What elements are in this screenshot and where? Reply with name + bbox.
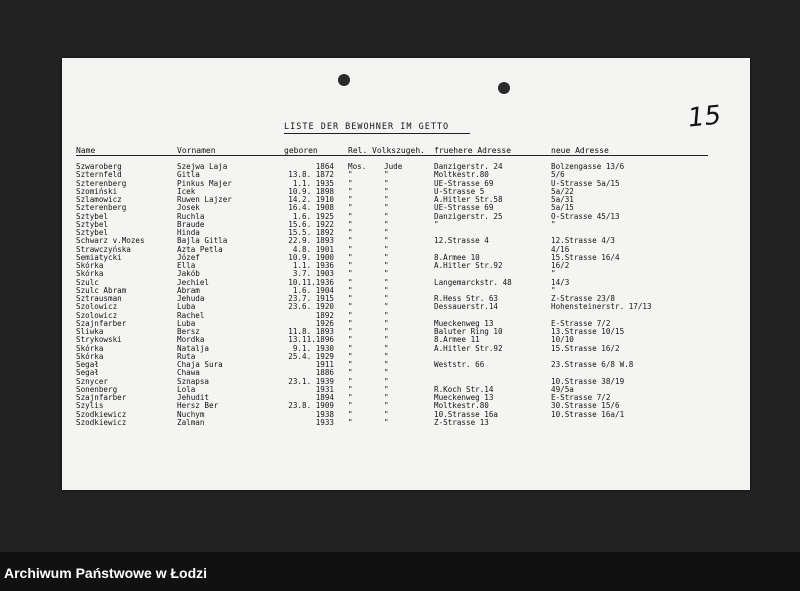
resident-first-names: Luba: [177, 302, 196, 312]
document-title: LISTE DER BEWOHNER IM GETTO: [284, 122, 450, 132]
resident-birth-date: 1894: [315, 393, 334, 402]
resident-new-address: ": [551, 219, 556, 229]
resident-new-address: 10.Strasse 16a/1: [551, 409, 625, 419]
resident-new-address: ": [551, 285, 556, 295]
resident-previous-address: Langemarckstr. 48: [434, 277, 512, 287]
resident-birth-date: 15.5. 1892: [288, 228, 334, 237]
table-row: [62, 180, 750, 188]
resident-birth-date: 11.8. 1893: [288, 327, 334, 336]
table-row: [62, 246, 750, 254]
table-row: [62, 188, 750, 196]
resident-nationality: ": [384, 219, 389, 229]
resident-surname: Sztybel: [76, 219, 109, 229]
resident-first-names: Ella: [177, 261, 196, 270]
resident-new-address: 5a/22: [551, 186, 574, 196]
resident-surname: Szlamowicz: [76, 195, 122, 204]
resident-birth-date: 13.11.1896: [288, 335, 334, 345]
resident-birth-date: 9.1. 1930: [292, 343, 334, 353]
resident-previous-address: Weststr. 66: [434, 360, 485, 369]
resident-previous-address: A.Hitler Str.58: [434, 195, 503, 204]
resident-previous-address: Moltkestr.80: [434, 401, 489, 411]
table-row: [62, 419, 750, 427]
table-row: [62, 287, 750, 295]
header-rule: [76, 155, 708, 156]
resident-nationality: ": [384, 393, 389, 402]
resident-first-names: Bajla Gitla: [177, 236, 228, 246]
resident-nationality: ": [384, 203, 389, 213]
resident-birth-date: 1.6. 1904: [292, 285, 334, 295]
resident-religion: ": [348, 376, 353, 386]
resident-religion: ": [348, 294, 353, 303]
table-row: [62, 196, 750, 204]
resident-nationality: ": [384, 360, 389, 369]
resident-religion: ": [348, 343, 353, 353]
resident-previous-address: 8.Armee 11: [434, 335, 480, 345]
resident-surname: Sztybel: [76, 211, 109, 221]
table-row: [62, 204, 750, 212]
resident-previous-address: Dessauerstr.14: [434, 302, 499, 312]
resident-first-names: Mordka: [177, 335, 205, 345]
table-row: [62, 254, 750, 262]
resident-first-names: Ruta: [177, 351, 196, 361]
resident-surname: Semiatycki: [76, 252, 122, 262]
resident-new-address: 5/6: [551, 170, 565, 180]
resident-surname: Szulc Abram: [76, 285, 127, 295]
resident-surname: Sztybel: [76, 228, 109, 237]
resident-religion: ": [348, 211, 353, 221]
resident-new-address: E-Strasse 7/2: [551, 318, 611, 328]
resident-nationality: ": [384, 343, 389, 353]
resident-surname: Skórka: [76, 269, 104, 279]
resident-birth-date: 23.8. 1909: [288, 401, 334, 411]
table-row: [62, 279, 750, 287]
resident-surname: Strawczyńska: [76, 244, 131, 254]
resident-new-address: 15.Strasse 16/2: [551, 343, 620, 353]
resident-surname: Segał: [76, 360, 99, 369]
table-row: [62, 411, 750, 419]
resident-first-names: Ruchla: [177, 211, 205, 221]
resident-nationality: ": [384, 376, 389, 386]
resident-surname: Sliwka: [76, 327, 104, 336]
header-born: geboren: [284, 146, 318, 155]
resident-first-names: Rachel: [177, 310, 205, 320]
resident-nationality: ": [384, 310, 389, 320]
resident-surname: Szwaroberg: [76, 162, 122, 171]
resident-previous-address: R.Koch Str.14: [434, 384, 494, 394]
resident-nationality: ": [384, 261, 389, 270]
resident-previous-address: Danzigerstr. 24: [434, 162, 503, 171]
resident-first-names: Nuchym: [177, 409, 205, 419]
resident-previous-address: Moltkestr.80: [434, 170, 489, 180]
resident-previous-address: Danzigerstr. 25: [434, 211, 503, 221]
resident-surname: Szomiński: [76, 186, 118, 196]
resident-nationality: Jude: [384, 162, 403, 171]
resident-religion: ": [348, 327, 353, 336]
resident-birth-date: 3.7. 1903: [292, 269, 334, 279]
resident-religion: ": [348, 186, 353, 196]
resident-religion: ": [348, 236, 353, 246]
resident-nationality: ": [384, 228, 389, 237]
resident-birth-date: 25.4. 1929: [288, 351, 334, 361]
resident-nationality: ": [384, 335, 389, 345]
resident-surname: Segał: [76, 368, 99, 378]
resident-first-names: Josek: [177, 203, 200, 213]
resident-new-address: 12.Strasse 4/3: [551, 236, 616, 246]
table-row: [62, 320, 750, 328]
resident-new-address: 16/2: [551, 261, 570, 270]
resident-nationality: ": [384, 244, 389, 254]
resident-first-names: Ruwen Lajzer: [177, 195, 232, 204]
resident-nationality: ": [384, 285, 389, 295]
resident-birth-date: 1931: [315, 384, 334, 394]
resident-new-address: O-Strasse 45/13: [551, 211, 620, 221]
resident-nationality: ": [384, 294, 389, 303]
resident-first-names: Jakób: [177, 269, 200, 279]
table-row: [62, 270, 750, 278]
resident-previous-address: UE-Strasse 69: [434, 178, 494, 188]
resident-religion: ": [348, 195, 353, 204]
resident-birth-date: 1886: [315, 368, 334, 378]
resident-religion: ": [348, 228, 353, 237]
resident-first-names: Hersz Ber: [177, 401, 219, 411]
resident-first-names: Abram: [177, 285, 200, 295]
resident-surname: Szylis: [76, 401, 104, 411]
header-first-names: Vornamen: [177, 146, 216, 155]
table-row: [62, 237, 750, 245]
resident-previous-address: Z-Strasse 13: [434, 417, 489, 427]
table-row: [62, 361, 750, 369]
resident-first-names: Chaja Sura: [177, 360, 223, 369]
resident-first-names: Chawa: [177, 368, 200, 378]
resident-religion: ": [348, 252, 353, 262]
table-row: [62, 262, 750, 270]
resident-previous-address: 12.Strasse 4: [434, 236, 489, 246]
resident-new-address: E-Strasse 7/2: [551, 393, 611, 402]
resident-previous-address: R.Hess Str. 63: [434, 294, 499, 303]
resident-previous-address: 10.Strasse 16a: [434, 409, 499, 419]
resident-first-names: Azta Petla: [177, 244, 223, 254]
resident-new-address: 5a/31: [551, 195, 574, 204]
resident-birth-date: 1933: [315, 417, 334, 427]
resident-nationality: ": [384, 170, 389, 180]
resident-birth-date: 1.6. 1925: [292, 211, 334, 221]
resident-previous-address: A.Hitler Str.92: [434, 343, 503, 353]
resident-first-names: Szejwa Laja: [177, 162, 228, 171]
resident-new-address: 10/10: [551, 335, 574, 345]
resident-surname: Szternfeld: [76, 170, 122, 180]
resident-religion: ": [348, 269, 353, 279]
resident-first-names: Bersz: [177, 327, 200, 336]
resident-surname: Skórka: [76, 351, 104, 361]
resident-religion: ": [348, 409, 353, 419]
resident-first-names: Gitla: [177, 170, 200, 180]
resident-nationality: ": [384, 417, 389, 427]
resident-birth-date: 23.6. 1920: [288, 302, 334, 312]
resident-first-names: Braude: [177, 219, 205, 229]
resident-religion: ": [348, 318, 353, 328]
resident-surname: Szterenberg: [76, 203, 127, 213]
resident-religion: ": [348, 368, 353, 378]
resident-birth-date: 14.2. 1910: [288, 195, 334, 204]
resident-birth-date: 10.11.1936: [288, 277, 334, 287]
resident-surname: Szterenberg: [76, 178, 127, 188]
punch-hole: [498, 82, 510, 94]
resident-nationality: ": [384, 236, 389, 246]
resident-previous-address: 8.Armee 10: [434, 252, 480, 262]
resident-religion: ": [348, 203, 353, 213]
table-row: [62, 163, 750, 171]
resident-previous-address: U-Strasse 5: [434, 186, 485, 196]
table-row: [62, 303, 750, 311]
table-row: [62, 394, 750, 402]
resident-previous-address: Baluter Ring 10: [434, 327, 503, 336]
resident-first-names: Jechiel: [177, 277, 210, 287]
table-row: [62, 229, 750, 237]
header-new-address: neue Adresse: [551, 146, 609, 155]
resident-nationality: ": [384, 269, 389, 279]
resident-religion: ": [348, 335, 353, 345]
resident-religion: ": [348, 285, 353, 295]
resident-religion: ": [348, 393, 353, 402]
resident-surname: Sonenberg: [76, 384, 118, 394]
resident-new-address: Bolzengasse 13/6: [551, 162, 625, 171]
table-row: [62, 402, 750, 410]
resident-first-names: Lola: [177, 384, 196, 394]
resident-nationality: ": [384, 351, 389, 361]
table-row: [62, 171, 750, 179]
table-row: [62, 353, 750, 361]
resident-surname: Szolowicz: [76, 310, 118, 320]
resident-religion: ": [348, 401, 353, 411]
header-nationality: Volkszugeh.: [372, 146, 425, 155]
punch-hole: [338, 74, 350, 86]
resident-nationality: ": [384, 195, 389, 204]
archive-footer: [0, 552, 800, 591]
resident-birth-date: 10.9. 1898: [288, 186, 334, 196]
table-row: [62, 369, 750, 377]
resident-religion: ": [348, 417, 353, 427]
resident-previous-address: UE-Strasse 69: [434, 203, 494, 213]
resident-previous-address: Mueckenweg 13: [434, 318, 494, 328]
resident-nationality: ": [384, 318, 389, 328]
resident-nationality: ": [384, 211, 389, 221]
resident-surname: Szodkiewicz: [76, 409, 127, 419]
table-row: [62, 328, 750, 336]
resident-first-names: Icek: [177, 186, 196, 196]
resident-religion: ": [348, 219, 353, 229]
resident-surname: Szajnfarber: [76, 318, 127, 328]
resident-first-names: Hinda: [177, 228, 200, 237]
resident-religion: ": [348, 384, 353, 394]
resident-new-address: 30.Strasse 15/6: [551, 401, 620, 411]
table-row: [62, 386, 750, 394]
resident-previous-address: A.Hitler Str.92: [434, 261, 503, 270]
resident-first-names: Józef: [177, 252, 200, 262]
resident-first-names: Jehuda: [177, 294, 205, 303]
resident-surname: Szajnfarber: [76, 393, 127, 402]
resident-religion: ": [348, 277, 353, 287]
resident-surname: Sztrausman: [76, 294, 122, 303]
resident-first-names: Luba: [177, 318, 196, 328]
resident-nationality: ": [384, 409, 389, 419]
resident-birth-date: 23.7. 1915: [288, 294, 334, 303]
resident-first-names: Natalja: [177, 343, 210, 353]
resident-birth-date: 15.6. 1922: [288, 219, 334, 229]
resident-birth-date: 1892: [315, 310, 334, 320]
title-underline: [284, 133, 470, 134]
resident-surname: Skórka: [76, 261, 104, 270]
resident-new-address: 10.Strasse 38/19: [551, 376, 625, 386]
table-row: [62, 345, 750, 353]
table-row: [62, 336, 750, 344]
resident-birth-date: 1911: [315, 360, 334, 369]
resident-nationality: ": [384, 368, 389, 378]
resident-new-address: 13.Strasse 10/15: [551, 327, 625, 336]
resident-religion: ": [348, 178, 353, 188]
resident-religion: ": [348, 360, 353, 369]
table-row: [62, 221, 750, 229]
resident-previous-address: ": [434, 219, 439, 229]
resident-surname: Skórka: [76, 343, 104, 353]
resident-first-names: Zalman: [177, 417, 205, 427]
resident-first-names: Pinkus Majer: [177, 178, 232, 188]
resident-surname: Strykowski: [76, 335, 122, 345]
resident-new-address: Hohensteinerstr. 17/13: [551, 302, 652, 312]
resident-first-names: Jehudit: [177, 393, 210, 402]
resident-birth-date: 16.4. 1908: [288, 203, 334, 213]
archive-name: Archiwum Państwowe w Łodzi: [4, 565, 208, 581]
resident-new-address: 4/16: [551, 244, 570, 254]
resident-birth-date: 10.9. 1900: [288, 252, 334, 262]
resident-new-address: 49/5a: [551, 384, 574, 394]
residents-table: [62, 163, 750, 427]
resident-new-address: Z-Strasse 23/8: [551, 294, 616, 303]
resident-first-names: Sznapsa: [177, 376, 210, 386]
resident-birth-date: 1.1. 1935: [292, 178, 334, 188]
resident-religion: ": [348, 170, 353, 180]
resident-nationality: ": [384, 252, 389, 262]
resident-surname: Szulc: [76, 277, 99, 287]
resident-nationality: ": [384, 327, 389, 336]
resident-surname: Szolowicz: [76, 302, 118, 312]
resident-surname: Szodkiewicz: [76, 417, 127, 427]
resident-birth-date: 23.1. 1939: [288, 376, 334, 386]
table-row: [62, 378, 750, 386]
resident-new-address: 15.Strasse 16/4: [551, 252, 620, 262]
resident-nationality: ": [384, 384, 389, 394]
resident-nationality: ": [384, 302, 389, 312]
resident-birth-date: 4.8. 1901: [292, 244, 334, 254]
header-religion: Rel.: [348, 146, 368, 155]
resident-nationality: ": [384, 401, 389, 411]
table-row: [62, 312, 750, 320]
resident-religion: ": [348, 310, 353, 320]
resident-birth-date: 1938: [315, 409, 334, 419]
resident-new-address: U-Strasse 5a/15: [551, 178, 620, 188]
resident-surname: Schwarz v.Mozes: [76, 236, 145, 246]
resident-birth-date: 13.8. 1872: [288, 170, 334, 180]
resident-birth-date: 22.9. 1893: [288, 236, 334, 246]
resident-nationality: ": [384, 277, 389, 287]
resident-birth-date: 1864: [315, 162, 334, 171]
resident-nationality: ": [384, 178, 389, 188]
page-number: 15: [686, 100, 723, 134]
resident-religion: Mos.: [348, 162, 367, 171]
header-previous-address: fruehere Adresse: [434, 146, 512, 155]
resident-new-address: 23.Strasse 6/8 W.8: [551, 360, 634, 369]
resident-birth-date: 1926: [315, 318, 334, 328]
resident-new-address: 14/3: [551, 277, 570, 287]
resident-religion: ": [348, 261, 353, 270]
resident-religion: ": [348, 244, 353, 254]
resident-religion: ": [348, 351, 353, 361]
resident-birth-date: 1.1. 1936: [292, 261, 334, 270]
resident-new-address: ": [551, 269, 556, 279]
resident-new-address: 5a/15: [551, 203, 574, 213]
resident-surname: Sznycer: [76, 376, 109, 386]
resident-religion: ": [348, 302, 353, 312]
resident-nationality: ": [384, 186, 389, 196]
table-row: [62, 213, 750, 221]
resident-previous-address: Mueckenweg 13: [434, 393, 494, 402]
header-name: Name: [76, 146, 96, 155]
document-page: [62, 58, 750, 490]
